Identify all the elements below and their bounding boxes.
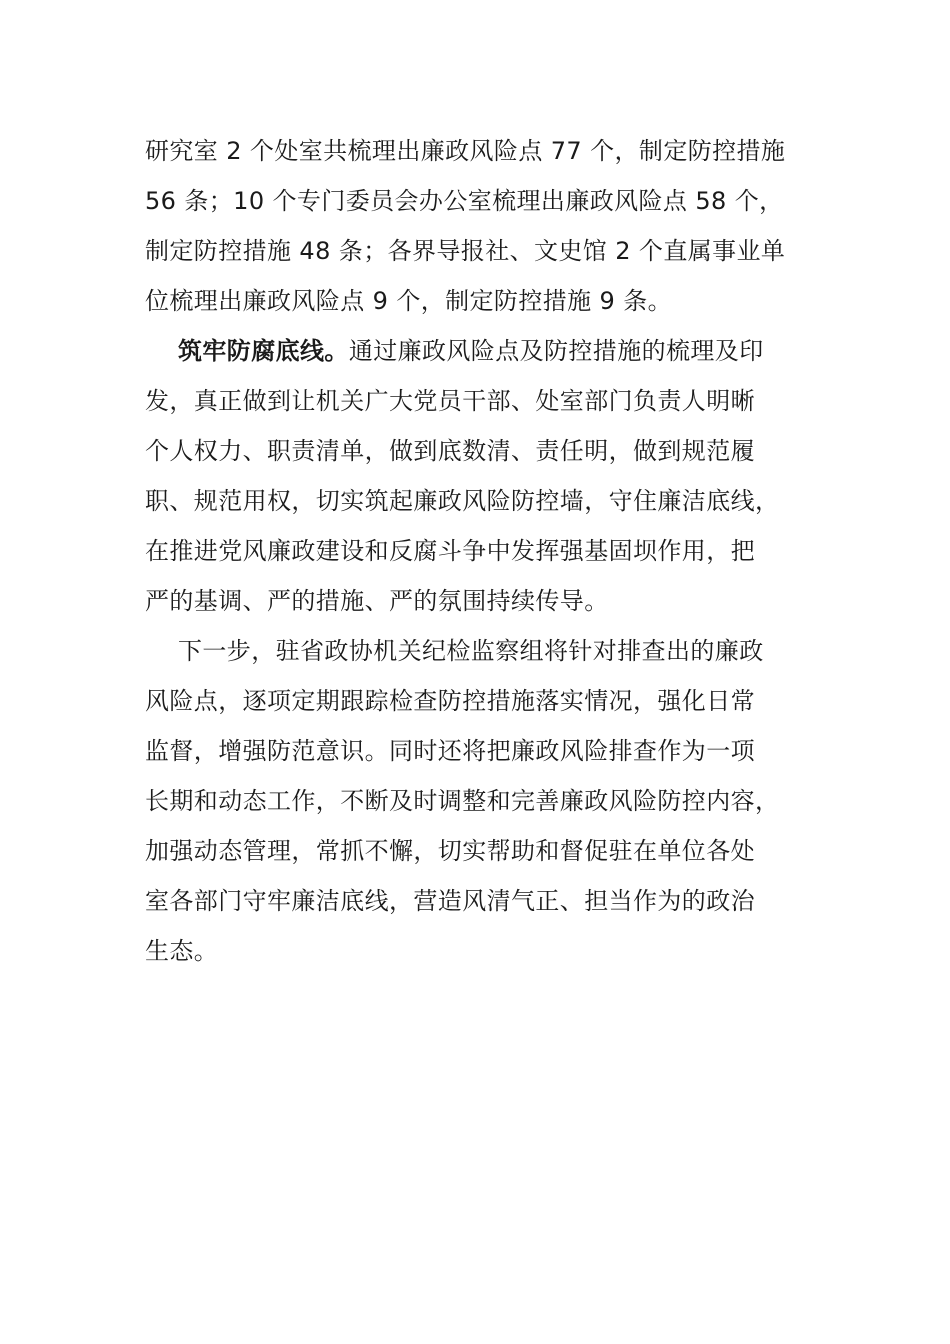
text-line: 风险点，逐项定期跟踪检查防控措施落实情况，强化日常	[145, 687, 755, 715]
text-line: 发，真正做到让机关广大党员干部、处室部门负责人明晰	[145, 387, 755, 415]
text-line: 严的基调、严的措施、严的氛围持续传导。	[145, 587, 609, 615]
text-line: 长期和动态工作，不断及时调整和完善廉政风险防控内容，	[145, 787, 780, 815]
text-line: 室各部门守牢廉洁底线，营造风清气正、担当作为的政治	[145, 887, 755, 915]
paragraph-next-steps	[145, 626, 807, 976]
text-line: 个人权力、职责清单，做到底数清、责任明，做到规范履	[145, 437, 755, 465]
text-line: 生态。	[145, 937, 219, 965]
text-line: 下一步，驻省政协机关纪检监察组将针对排查出的廉政	[178, 637, 764, 665]
paragraph-first-line-text: 通过廉政风险点及防控措施的梳理及印	[348, 337, 764, 365]
text-line: 职、规范用权，切实筑起廉政风险防控墙，守住廉洁底线，	[145, 487, 780, 515]
text-line: 制定防控措施 48 条；各界导报社、文史馆 2 个直属事业单	[145, 237, 786, 265]
paragraph-heading: 筑牢防腐底线。	[178, 337, 349, 365]
text-line: 研究室 2 个处室共梳理出廉政风险点 77 个，制定防控措施	[145, 137, 786, 165]
paragraph-anticorruption-bottom-line	[145, 326, 807, 626]
document-body	[145, 126, 807, 976]
paragraph-statistics	[145, 126, 807, 326]
text-line	[145, 326, 807, 376]
text-line: 监督，增强防范意识。同时还将把廉政风险排查作为一项	[145, 737, 755, 765]
text-line: 加强动态管理，常抓不懈，切实帮助和督促驻在单位各处	[145, 837, 755, 865]
text-line: 位梳理出廉政风险点 9 个，制定防控措施 9 条。	[145, 287, 673, 315]
text-line: 在推进党风廉政建设和反腐斗争中发挥强基固坝作用，把	[145, 537, 755, 565]
text-line: 56 条；10 个专门委员会办公室梳理出廉政风险点 58 个，	[145, 187, 784, 215]
